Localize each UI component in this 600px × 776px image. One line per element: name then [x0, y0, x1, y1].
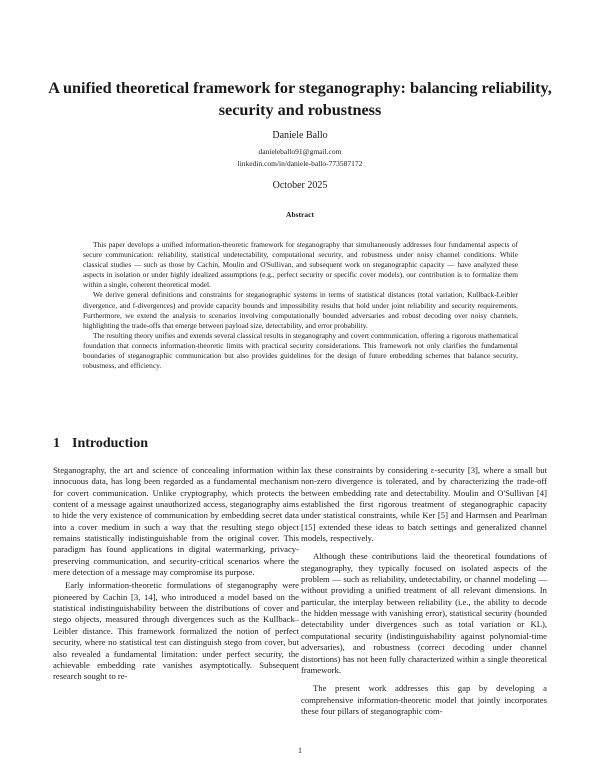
body-paragraph: lax these constraints by considering ε-security [3], where a small but non-zero divergence is tolerated, and by characterizing the trade-off between embedding rate and detectability. Moulin and O'Sullivan [4] established the first rigorous treatment of steganographic capacity under statistical constraints, while Ker [5] and Harmsen and Pearlman [15] extended these ideas to batch settings and generalized channel models, respectively. — [301, 465, 547, 544]
body-paragraph: Although these contributions laid the theoretical foundations of steganography, they typically focused on isolated aspects of the problem — such as reliability, undetectability, or channel modeling — without providing a unified treatment of all relevant dimensions. In particular, the interplay between reliability (i.e., the ability to decode the hidden message with vanishing error), statistical security (bounded detectability under divergences such as total variation or KL), computational security (indistinguishability against polynomial-time adversaries), and robustness (correct decoding under channel distortions) has not been fully characterized within a single theoretical framework. — [301, 551, 547, 675]
left-column — [53, 465, 299, 685]
paper-title: A unified theoretical framework for steganography: balancing reliability, security and robustness — [48, 79, 552, 119]
author-email[interactable]: danieleballo91@gmail.com — [258, 147, 342, 156]
abstract — [83, 240, 518, 371]
section-title: Introduction — [72, 436, 148, 451]
page-number: 1 — [298, 746, 302, 755]
author-name: Daniele Ballo — [272, 130, 328, 141]
body-paragraph: Early information-theoretic formulations of steganography were pioneered by Cachin [3, 14], who introduced a model based on the statistical indistinguishability between the distributions of cover and stego objects, measured through divergences such as the Kullback–Leibler distance. This framework formalized the notion of perfect security, where no statistical test can distinguish stego from cover, but also revealed a fundamental limitation: under perfect security, the achievable embedding rate vanishes asymptotically. Subsequent research sought to re- — [53, 580, 299, 682]
abstract-heading: Abstract — [286, 210, 314, 219]
author-linkedin[interactable]: linkedin.com/in/daniele-ballo-773587172 — [237, 159, 363, 168]
section-heading — [53, 436, 148, 452]
body-paragraph: The present work addresses this gap by developing a comprehensive information-theoretic model that jointly incorporates these four pillars of steganographic com- — [301, 683, 547, 716]
body-paragraph: Steganography, the art and science of concealing information within innocuous data, has long been regarded as a fundamental mechanism for covert communication. Unlike cryptography, which protects the content of a message against unauthorized access, steganography aims to hide the very existence of communication by embedding secret data into a cover medium in such a way that the resulting stego object remains statistically indistinguishable from the original cover. This paradigm has found applications in digital watermarking, privacy-preserving communication, and security-critical scenarios where the mere detection of a message may compromise its purpose. — [53, 465, 299, 578]
section-number: 1 — [53, 436, 60, 451]
abstract-paragraph: The resulting theory unifies and extends several classical results in steganography and covert communication, offering a rigorous mathematical foundation that connects information-theoretic limits with practical security considerations. This framework not only clarifies the fundamental boundaries of steganographic communication but also provides guidelines for the design of future embedding schemes that balance security, robustness, and efficiency. — [83, 330, 518, 371]
right-column — [301, 465, 547, 719]
abstract-paragraph: We derive general definitions and constraints for steganographic systems in terms of statistical distances (total variation, Kullback-Leibler divergence, and f-divergences) and provide capacity bounds and impossibility results that hold under joint reliability and security requirements. Furthermore, we extend the analysis to scenarios involving computationally bounded adversaries and robust decoding over noisy channels, highlighting the trade-offs that emerge between payload size, detectability, and error probability. — [83, 290, 518, 330]
abstract-paragraph: This paper develops a unified information-theoretic framework for steganography that simultaneously addresses four fundamental aspects of secure communication: reliability, statistical undetectability, computational security, and robustness under noisy channel conditions. While classical studies — such as those by Cachin, Moulin and O'Sullivan, and subsequent work on steganographic capacity — have analyzed these aspects in isolation or under highly idealized assumptions (e.g., perfect security or specific cover models), our contribution is to formalize them within a single, coherent theoretical model. — [83, 240, 518, 290]
paper-date: October 2025 — [272, 180, 328, 191]
